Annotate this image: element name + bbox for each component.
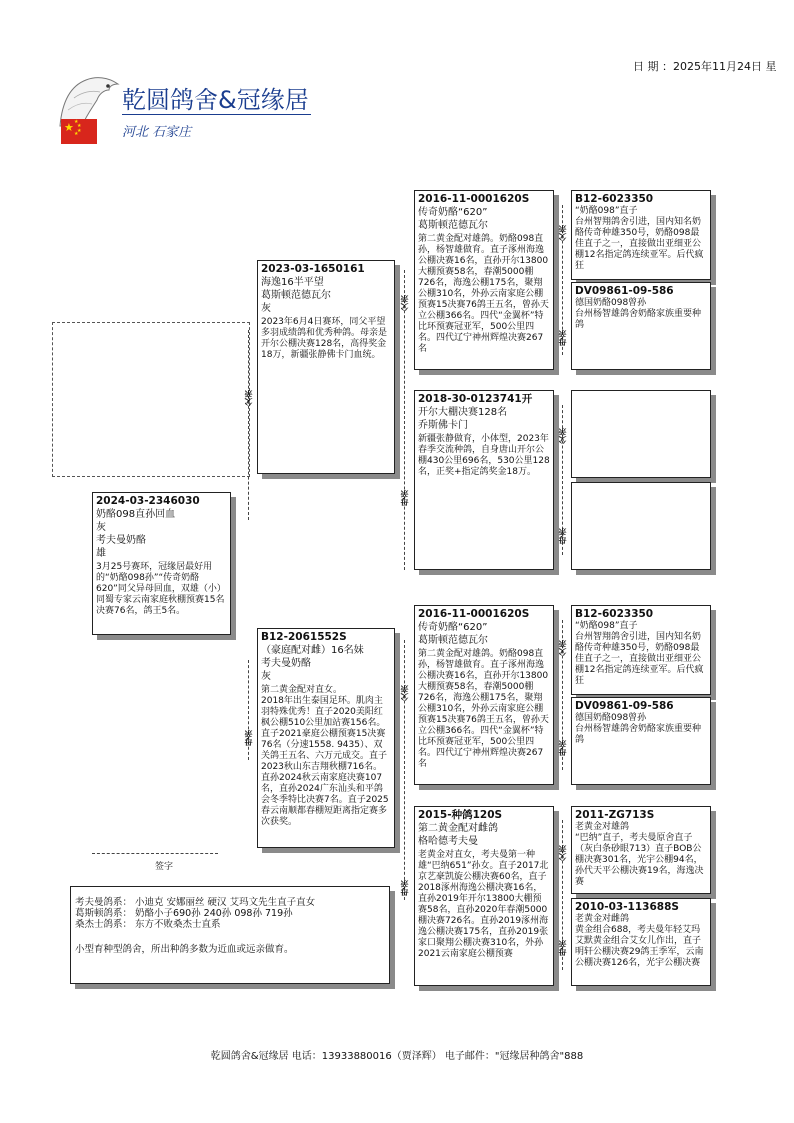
sire-desc: 2023年6月4日赛环，同父平望多羽成绩鸽和优秀种鸽。母亲是开尔公棚决赛128名，高得奖金18万，新疆张静佛卡门血统。 (261, 317, 388, 360)
sss-desc: “奶酪098”直子 台州智翔鸽舍引进，国内知名奶酪传奇种雄350号，奶酪098最佳直子之一，直接做出亚细亚公棚12名指定鸽连续亚军。后代疯狂 (575, 206, 704, 271)
dss-ring: B12-6023350 (575, 608, 654, 620)
father-label: 父亲 (558, 845, 567, 861)
father-label: 父亲 (244, 390, 253, 406)
signature-label: 签字 (155, 862, 174, 872)
subject-line: 考夫曼奶酪 (96, 535, 146, 546)
sire-dam-line: 乔斯佛卡门 (418, 420, 468, 431)
subject-box (92, 492, 231, 635)
dam-line: 灰 (261, 671, 271, 682)
subject-desc: 3月25号赛环，冠缘居最好用的“奶酪098孙”“传奇奶酪620”同父异母回血，双雄（小）同蜀专家云南家庭秋棚预赛15名决赛76名，鸽王5名。 (96, 562, 226, 616)
mother-label: 母亲 (558, 528, 567, 544)
dam-line: （豪庭配对雌）16名妹 (261, 645, 364, 656)
date-line: 日 期 ：2025年11月24日 星 (633, 60, 777, 73)
notes-box (70, 886, 390, 984)
father-label: 父亲 (400, 685, 409, 701)
dds-box (571, 806, 711, 894)
connector-line (404, 270, 405, 570)
dam-desc: 第二黄金配对直女。 2018年出生泰国足环。肌肉主羽特殊优秀！直子2020美阳红枫公棚510公里加站赛156名。直子2021豪庭公棚预赛15决赛76名（分速1558. 9435）、双关鸽王五名、六万元成交。直子2023秋山东吉翔秋棚716名。直孙2024秋云南家庭决赛107名，直孙2024广东汕头和平鸽会冬季特比决赛7名。直子2025春云南顺都春棚短距离指定赛多次获奖。 (261, 685, 389, 827)
sss-ring: B12-6023350 (575, 193, 654, 205)
sire-sire-line: 传奇奶酪“620” (418, 207, 488, 218)
sire-dam-box (414, 390, 554, 570)
ddd-desc: 老黄金对雌鸽 黄金组合688，考夫曼年轻艾玛艾默黄金组合艾女儿作出，直子明轩公棚决赛29鸽王季军，云南公棚决赛126名，光宇公棚决赛 (575, 914, 704, 968)
sss-box (571, 190, 711, 280)
notes-line: 葛斯顿鸽系： 奶酪小子690孙 240孙 098孙 719孙 (75, 908, 293, 919)
dam-sire-box (414, 605, 554, 785)
sire-line: 葛斯顿范德瓦尔 (261, 290, 331, 301)
dam-dam-box (414, 806, 554, 986)
sire-ring: 2023-03-1650161 (261, 263, 365, 275)
photo-placeholder[interactable] (52, 322, 250, 477)
sire-dam-line: 开尔大棚决赛128名 (418, 407, 508, 418)
dss-desc: “奶酪098”直子 台州智翔鸽舍引进，国内知名奶酪传奇种雄350号，奶酪098最佳直子之一，直接做出亚细亚公棚12名指定鸽连续亚军。后代疯狂 (575, 621, 704, 686)
mother-label: 母亲 (400, 490, 409, 506)
subject-line: 灰 (96, 522, 106, 533)
dam-ring: B12-2061552S (261, 631, 347, 643)
subject-ring: 2024-03-2346030 (96, 495, 200, 507)
sdd-box (571, 482, 711, 570)
dsd-desc: 德国奶酪098曾孙 台州杨智雄鸽舍奶酪家族重要种鸽 (575, 713, 702, 745)
mother-label: 母亲 (244, 730, 253, 746)
dam-sire-line: 传奇奶酪“620” (418, 622, 488, 633)
father-label: 父亲 (558, 428, 567, 444)
sire-line: 灰 (261, 303, 271, 314)
notes-remark: 小型育种型鸽舍，所出种鸽多数为近血或远亲做育。 (75, 944, 294, 955)
dam-sire-desc: 第二黄金配对雄鸽。奶酪098直孙，杨智雄做育。直子涿州海逸公棚决赛16名，直孙开尔13800大棚预赛58名，春潮5000棚726名，海逸公棚175名，聚翔公棚310名，外孙云南家庭公棚预赛15决赛76鸽王五名，曾孙天立公棚366名。四代“金翼杯”特比环预赛冠亚军，500公里四名。四代辽宁神州辉煌决赛267名 (418, 649, 549, 769)
china-flag-icon: ★ ★ ★ ★ ★ (61, 119, 97, 144)
ssd-ring: DV09861-09-586 (575, 285, 674, 297)
mother-label: 母亲 (558, 740, 567, 756)
notes-line: 桑杰士鸽系： 东方不败桑杰士直系 (75, 919, 221, 930)
subject-line: 雄 (96, 548, 106, 559)
ssd-desc: 德国奶酪098曾孙 台州杨智雄鸽舍奶酪家族重要种鸽 (575, 298, 702, 330)
dam-line: 考夫曼奶酪 (261, 658, 311, 669)
loft-title: 乾圆鸽舍&冠缘居 (122, 86, 309, 114)
ddd-box (571, 898, 711, 986)
ssd-box (571, 282, 711, 370)
father-label: 父亲 (558, 640, 567, 656)
connector-line (404, 640, 405, 900)
dsd-ring: DV09861-09-586 (575, 700, 674, 712)
sire-sire-desc: 第二黄金配对雄鸽。奶酪098直孙，杨智雄做育。直子涿州海逸公棚决赛16名，直孙开尔13800大棚预赛58名，春潮5000棚726名，海逸公棚175名，聚翔公棚310名，外孙云南家庭公棚预赛15决赛76鸽王五名，曾孙天立公棚366名。四代“金翼杯”特比环预赛冠亚军，500公里四名。四代辽宁神州辉煌决赛267名 (418, 234, 549, 354)
sire-sire-ring: 2016-11-0001620S (418, 193, 530, 205)
sire-dam-ring: 2018-30-0123741开 (418, 393, 533, 405)
sire-sire-line: 葛斯顿范德瓦尔 (418, 220, 488, 231)
notes-line: 考夫曼鸽系： 小迪克 安娜丽丝 硬汉 艾玛文先生直子直女 (75, 897, 316, 908)
dam-sire-line: 葛斯顿范德瓦尔 (418, 635, 488, 646)
father-label: 父亲 (400, 295, 409, 311)
dam-dam-ring: 2015-种鸽120S (418, 809, 503, 821)
sire-dam-desc: 新疆张静做育，小体型，2023年春季交流种鸽，自身唐山开尔公棚430公里696名，530公里128名，正奖+指定鸽奖金18万。 (418, 434, 550, 477)
sire-line: 海逸16半平望 (261, 277, 324, 288)
sds-box (571, 390, 711, 478)
dam-dam-line: 格哈德考夫曼 (418, 836, 478, 847)
connector-line (248, 330, 249, 520)
dam-sire-ring: 2016-11-0001620S (418, 608, 530, 620)
dsd-box (571, 697, 711, 785)
mother-label: 母亲 (400, 880, 409, 896)
dds-desc: 老黄金对雄鸽 “巴纳”直子，考夫曼原舍直子（灰白条砂眼713）直子BOB公棚决赛301名，光宇公棚94名，孙代天平公棚决赛19名，海逸决赛 (575, 822, 704, 887)
mother-label: 母亲 (558, 330, 567, 346)
signature-line[interactable] (92, 853, 218, 854)
loft-location: 河北 石家庄 (122, 125, 192, 140)
sire-box (257, 260, 395, 474)
dam-dam-line: 第二黄金配对雌鸽 (418, 823, 498, 834)
mother-label: 母亲 (558, 940, 567, 956)
dss-box (571, 605, 711, 695)
father-label: 父亲 (558, 225, 567, 241)
sire-sire-box (414, 190, 554, 370)
ddd-ring: 2010-03-113688S (575, 901, 679, 913)
subject-line: 奶酪098直孙回血 (96, 509, 176, 520)
footer-contact: 乾圆鸽舍&冠缘居 电话：13933880016（贾泽辉） 电子邮件："冠缘居种鸽舍"888 (210, 1051, 584, 1062)
dam-dam-desc: 老黄金对直女，考夫曼第一种雄“巴纳651”孙女。直子2017北京艺豪凯旋公棚决赛60名，直子2018涿州海逸公棚决赛16名，直孙2019年开尔13800大棚预赛58名，直孙2020年春潮5000棚决赛726名。直孙2019涿州海逸公棚决赛175名，直孙2019张家口聚翔公棚决赛310名，外孙2021云南家庭公棚预赛 (418, 850, 549, 959)
dds-ring: 2011-ZG713S (575, 809, 655, 821)
dam-box (257, 628, 395, 848)
